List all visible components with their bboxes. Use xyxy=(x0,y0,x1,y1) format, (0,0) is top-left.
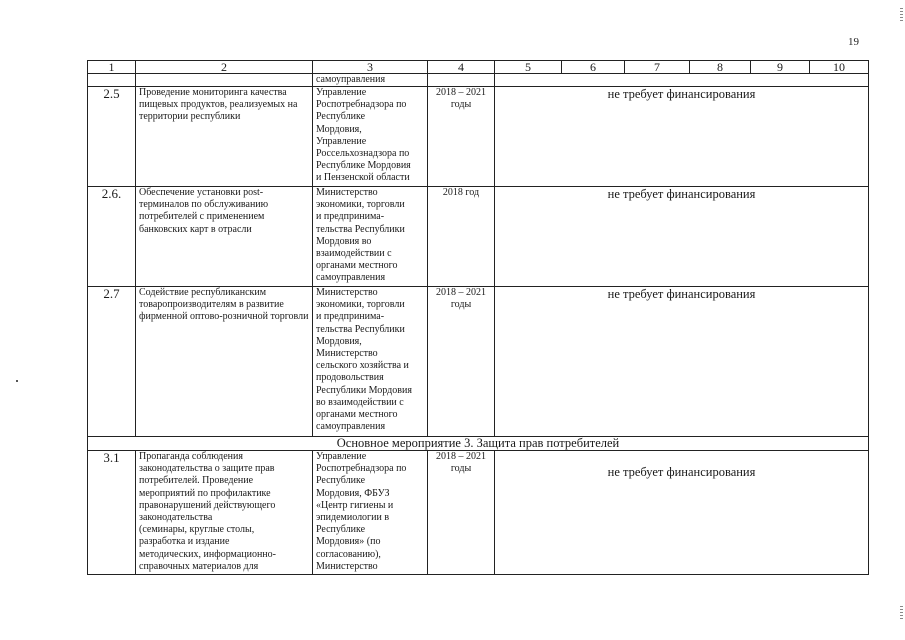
column-header: 10 xyxy=(810,61,869,74)
column-header: 6 xyxy=(562,61,625,74)
activity-cell: Проведение мониторинга качества пищевых продуктов, реализуемых на территории республики xyxy=(136,87,313,187)
years-cell: 2018 год xyxy=(428,187,495,287)
column-number-row xyxy=(88,61,869,74)
row-number: 3.1 xyxy=(88,451,136,575)
activity-cell: Пропаганда соблюдения законодательства о защите прав потребителей. Проведение мероприятий по профилактике правонарушений действующего законодательства (семинары, круглые столы, разработка и издание методических, информационно- справочных материалов для xyxy=(136,451,313,575)
scan-speck xyxy=(16,380,18,382)
column-header: 7 xyxy=(625,61,690,74)
responsible-cell: Министерство экономики, торговли и предпринима- тельства Республики Мордовия, Министерство сельского хозяйства и продовольствия Республики Мордовия во взаимодействии с органами местного самоуправления xyxy=(313,287,428,437)
years-cell: 2018 – 2021 годы xyxy=(428,287,495,437)
section-row xyxy=(88,437,869,451)
row-number: 2.5 xyxy=(88,87,136,187)
row-number: 2.6. xyxy=(88,187,136,287)
row-number xyxy=(88,74,136,87)
funding-cell: не требует финансирования xyxy=(495,87,869,187)
funding-cell: не требует финансирования xyxy=(495,187,869,287)
responsible-cell: Управление Роспотребнадзора по Республике Мордовия, ФБУЗ «Центр гигиены и эпидемиологии в Республике Мордовия» (по согласованию), Министерство xyxy=(313,451,428,575)
page-number: 19 xyxy=(848,36,859,48)
section-title: Основное мероприятие 3. Защита прав потребителей xyxy=(88,437,869,451)
column-header: 3 xyxy=(313,61,428,74)
funding-cell: не требует финансирования xyxy=(495,287,869,437)
table-row xyxy=(88,451,869,575)
funding-cell xyxy=(495,74,869,87)
column-header: 4 xyxy=(428,61,495,74)
funding-cell: не требует финансирования xyxy=(495,451,869,575)
column-header: 8 xyxy=(690,61,751,74)
years-cell: 2018 – 2021 годы xyxy=(428,87,495,187)
activity-cell: Обеспечение установки post-терминалов по обслуживанию потребителей с применением банковских карт в отрасли xyxy=(136,187,313,287)
row-number: 2.7 xyxy=(88,287,136,437)
table-row xyxy=(88,87,869,187)
table-row xyxy=(88,187,869,287)
activity-cell xyxy=(136,74,313,87)
years-cell xyxy=(428,74,495,87)
continuation-row xyxy=(88,74,869,87)
column-header: 9 xyxy=(751,61,810,74)
responsible-cell: Министерство экономики, торговли и предпринима- тельства Республики Мордовия во взаимодействии с органами местного самоуправления xyxy=(313,187,428,287)
responsible-cell: самоуправления xyxy=(313,74,428,87)
activity-cell: Содействие республиканским товаропроизводителям в развитие фирменной оптово-розничной торговли xyxy=(136,287,313,437)
column-header: 2 xyxy=(136,61,313,74)
activities-table xyxy=(87,60,869,575)
column-header: 1 xyxy=(88,61,136,74)
responsible-cell: Управление Роспотребнадзора по Республике Мордовия, Управление Россельхознадзора по Республике Мордовия и Пензенской области xyxy=(313,87,428,187)
table-row xyxy=(88,287,869,437)
column-header: 5 xyxy=(495,61,562,74)
years-cell: 2018 – 2021 годы xyxy=(428,451,495,575)
scan-edge-mark-top xyxy=(900,8,903,22)
scan-edge-mark-bottom xyxy=(900,606,903,620)
